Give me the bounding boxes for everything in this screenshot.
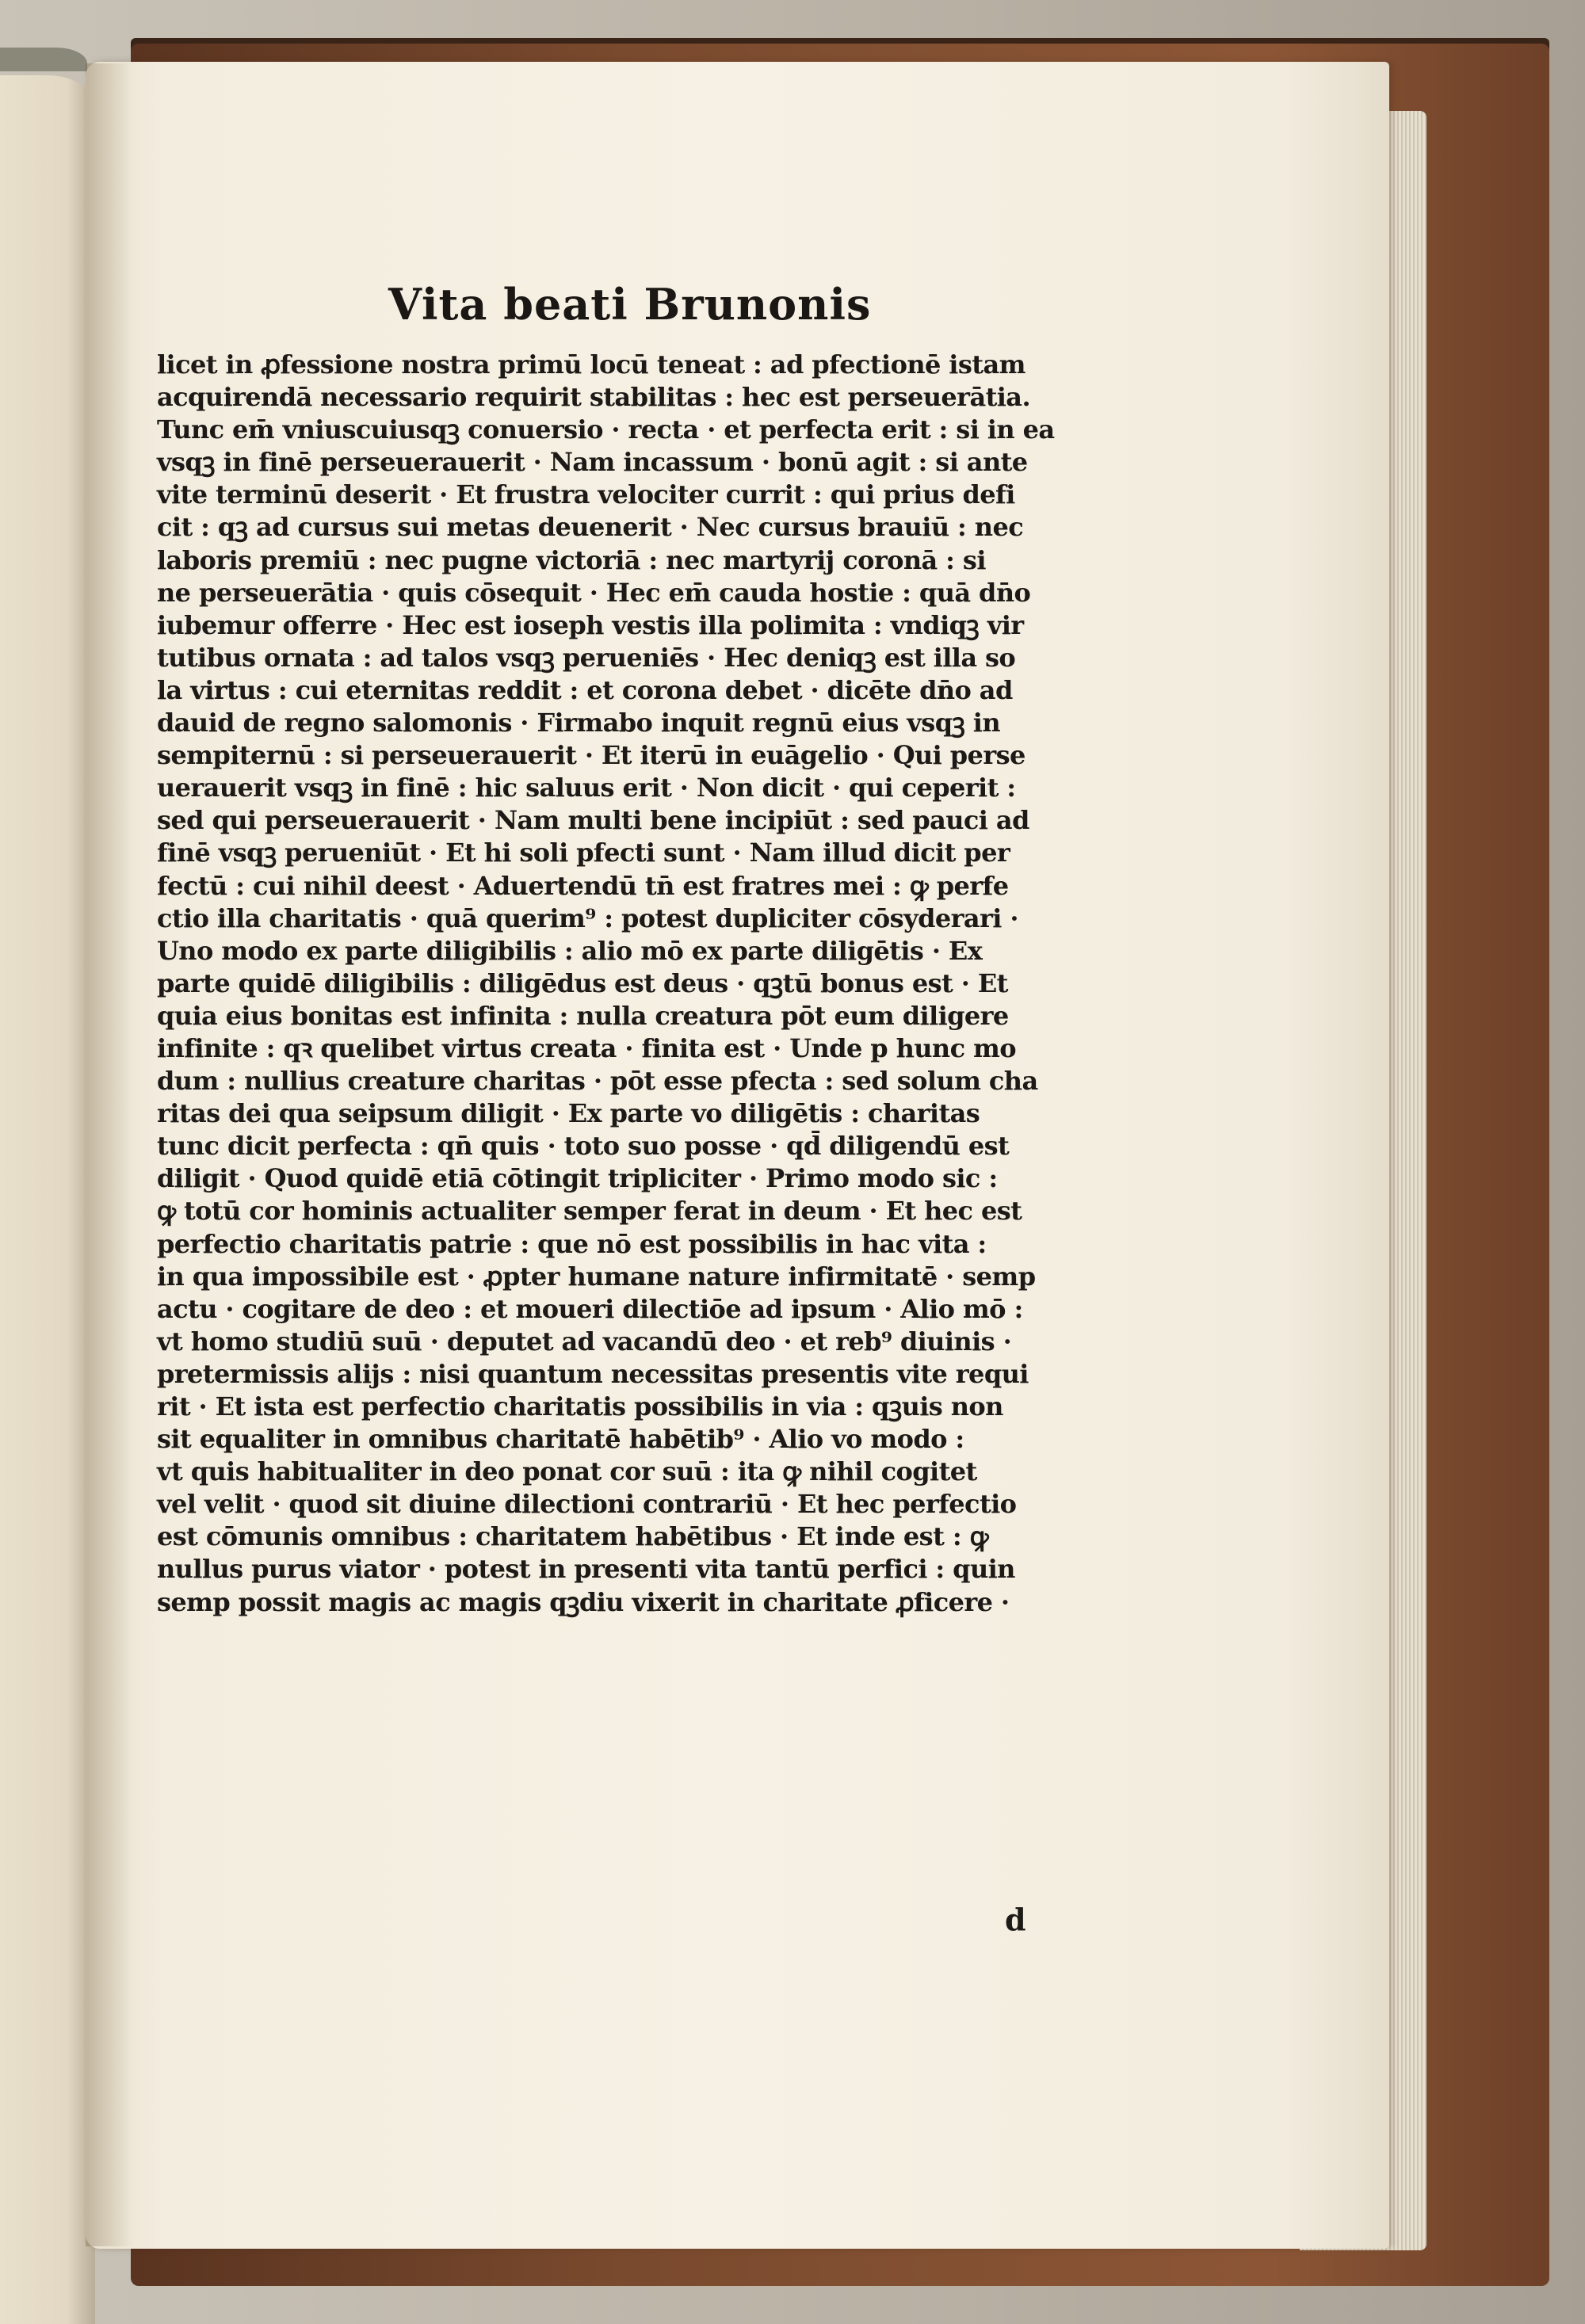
text-line: sed qui perseuerauerit · Nam multi bene incipiūt : sed pauci ad <box>157 805 1029 836</box>
body-text <box>157 349 1136 1619</box>
text-line: finē vsqꝫ perueniūt · Et hi soli pfecti sunt · Nam illud dicit per <box>157 838 1010 868</box>
text-line: vite terminū deserit · Et frustra velociter currit : qui prius defi <box>157 479 1015 510</box>
text-line: pretermissis alijs : nisi quantum necessitas presentis vite requi <box>157 1358 1029 1389</box>
text-line: ne perseuerātia · quis cōsequit · Hec em̄ cauda hostie : quā dn̄o <box>157 577 1031 608</box>
text-line: dum : nullius creature charitas · pōt esse pfecta : sed solum cha <box>157 1066 1038 1097</box>
text-line: nullus purus viator · potest in presenti vita tantū perfici : quin <box>157 1554 1015 1585</box>
text-line: tutibus ornata : ad talos vsqꝫ perueniēs · Hec deniqꝫ est illa so <box>157 642 1016 673</box>
text-line: sempiternū : si perseuerauerit · Et iterū in euāgelio · Qui perse <box>157 740 1025 771</box>
left-cover-edge <box>0 48 87 71</box>
gutter-shadow <box>86 63 133 2246</box>
text-line: vsqꝫ in finē perseuerauerit · Nam incassum · bonū agit : si ante <box>157 447 1028 478</box>
running-head: Vita beati Brunonis <box>388 279 872 330</box>
text-line: ꝙ totū cor hominis actualiter semper ferat in deum · Et hec est <box>157 1196 1022 1227</box>
text-line: dauid de regno salomonis · Firmabo inquit regnū eius vsqꝫ in <box>157 708 1001 738</box>
text-line: uerauerit vsqꝫ in finē : hic saluus erit · Non dicit · qui ceperit : <box>157 773 1016 803</box>
text-line: in qua impossibile est · ꝓpter humane nature infirmitatē · semp <box>157 1261 1036 1292</box>
text-line: infinite : qꝛ quelibet virtus creata · finita est · Unde p hunc mo <box>157 1032 1017 1063</box>
text-line: semp possit magis ac magis qꝫdiu vixerit in charitate ꝓficere · <box>157 1586 1010 1617</box>
text-line: tunc dicit perfecta : qn̄ quis · toto suo posse · qd̄ diligendū est <box>157 1131 1010 1162</box>
text-line: diligit · Quod quidē etiā cōtingit tripliciter · Primo modo sic : <box>157 1163 998 1194</box>
text-line: licet in ꝓfessione nostra primū locū teneat : ad pfectionē istam <box>157 349 1025 380</box>
text-line: ctio illa charitatis · quā querim⁹ : potest dupliciter cōsyderari · <box>157 903 1018 933</box>
text-line: Tunc em̄ vniuscuiusqꝫ conuersio · recta · et perfecta erit : si in ea <box>157 414 1055 445</box>
text-line: sit equaliter in omnibus charitatē habētib⁹ · Alio vo modo : <box>157 1424 964 1455</box>
text-line: rit · Et ista est perfectio charitatis possibilis in via : qꝫuis non <box>157 1391 1003 1421</box>
text-line: vt quis habitualiter in deo ponat cor suū : ita ꝙ nihil cogitet <box>157 1456 977 1487</box>
text-line: vt homo studiū suū · deputet ad vacandū deo · et reb⁹ diuinis · <box>157 1326 1012 1357</box>
text-line: cit : qꝫ ad cursus sui metas deuenerit · Nec cursus brauiū : nec <box>157 512 1024 543</box>
text-line: laboris premiū : nec pugne victoriā : nec martyrij coronā : si <box>157 544 986 575</box>
text-line: fectū : cui nihil deest · Aduertendū tn̄ est fratres mei : ꝙ perfe <box>157 870 1009 901</box>
facing-page-edge <box>0 75 95 2324</box>
text-line: perfectio charitatis patrie : que nō est possibilis in hac vita : <box>157 1228 987 1259</box>
text-line: iubemur offerre · Hec est ioseph vestis illa polimita : vndiqꝫ vir <box>157 609 1024 640</box>
text-line: Uno modo ex parte diligibilis : alio mō ex parte diligētis · Ex <box>157 935 983 966</box>
text-line: la virtus : cui eternitas reddit : et corona debet · dicēte dn̄o ad <box>157 674 1013 705</box>
text-line: acquirendā necessario requirit stabilitas : hec est perseuerātia. <box>157 382 1030 413</box>
text-line: vel velit · quod sit diuine dilectioni contrariū · Et hec perfectio <box>157 1489 1017 1520</box>
text-line: parte quidē diligibilis : diligēdus est deus · qꝫtū bonus est · Et <box>157 967 1008 998</box>
signature-mark: d <box>1005 1902 1026 1937</box>
text-line: actu · cogitare de deo : et moueri dilectiōe ad ipsum · Alio mō : <box>157 1293 1023 1324</box>
text-line: est cōmunis omnibus : charitatem habētibus · Et inde est : ꝙ <box>157 1521 989 1552</box>
text-line: quia eius bonitas est infinita : nulla creatura pōt eum diligere <box>157 1000 1009 1031</box>
text-line: ritas dei qua seipsum diligit · Ex parte vo diligētis : charitas <box>157 1098 980 1129</box>
